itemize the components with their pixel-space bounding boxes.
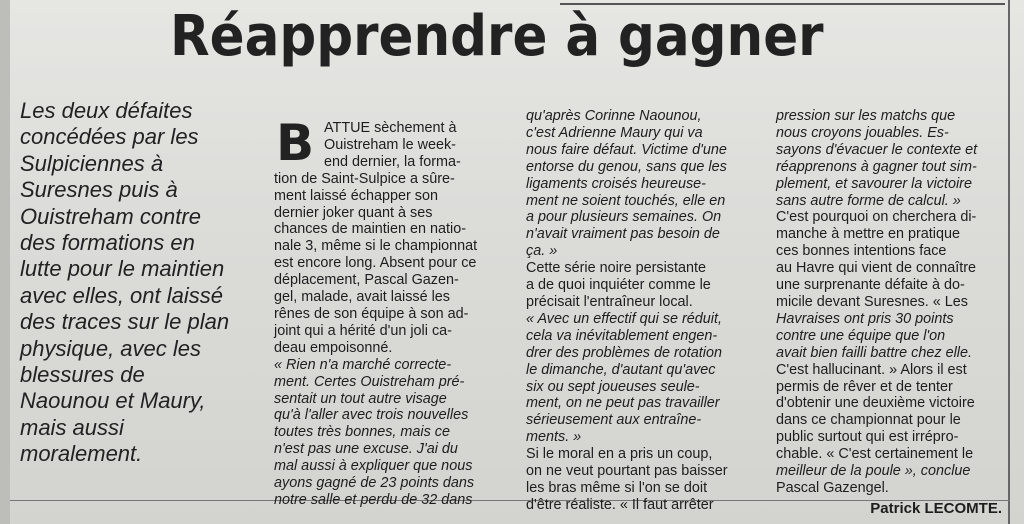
text-line: est encore long. Absent pour ce bbox=[274, 255, 477, 272]
text-line: Havraises ont pris 30 points bbox=[776, 310, 954, 327]
text-line: dans ce championnat pour le bbox=[776, 412, 961, 429]
text-line: manche à mettre en pratique bbox=[776, 226, 960, 243]
text-line: n'est pas une excuse. J'ai du bbox=[274, 441, 458, 458]
text-line: ment ne soient touchés, elle en bbox=[526, 192, 726, 209]
text-line: drer des problèmes de rotation bbox=[526, 344, 722, 361]
intro-line: mais aussi bbox=[20, 414, 124, 440]
text-line: qu'après Corinne Naounou, bbox=[526, 108, 702, 124]
intro-line: moralement. bbox=[20, 441, 143, 467]
text-line: avait bien failli battre chez elle. bbox=[776, 344, 972, 361]
article-column-2 bbox=[526, 108, 756, 514]
text-line: sans autre forme de calcul. » bbox=[776, 192, 961, 209]
text-line: a de quoi inquiéter comme le bbox=[526, 277, 711, 294]
intro-line: des traces sur le plan bbox=[20, 309, 230, 335]
text-line: Pascal Gazengel. bbox=[776, 479, 889, 496]
text-line: le dimanche, d'autant qu'avec bbox=[526, 361, 716, 378]
text-line: « Avec un effectif qui se réduit, bbox=[526, 310, 722, 327]
text-line: une surprenante défaite à do- bbox=[776, 277, 965, 294]
text-line: a pour plusieurs semaines. On bbox=[526, 209, 722, 226]
text-line: ligaments croisés heureuse- bbox=[526, 175, 706, 192]
intro-line: blessures de bbox=[20, 362, 145, 388]
text-line: qu'à l'aller avec trois nouvelles bbox=[274, 407, 469, 424]
text-line: rênes de son équipe à son ad- bbox=[274, 305, 469, 322]
text-line: réapprenons à gagner tout sim- bbox=[776, 158, 977, 175]
text-line: d'être réaliste. « Il faut arrêter bbox=[526, 496, 714, 513]
text-line: gel, malade, avait laissé les bbox=[274, 289, 450, 306]
text-line: micile devant Suresnes. « Les bbox=[776, 293, 968, 310]
text-line: chable. « C'est certainement le bbox=[776, 446, 974, 463]
article-intro bbox=[20, 98, 265, 468]
column-divider bbox=[1008, 0, 1010, 524]
intro-line: Les deux défaites bbox=[20, 98, 193, 123]
text-line: Si le moral en a pris un coup, bbox=[526, 446, 713, 463]
intro-line: concédées par les bbox=[20, 124, 199, 150]
text-line: notre salle et perdu de 32 dans bbox=[274, 491, 473, 508]
text-line: tion de Saint-Sulpice a sûre- bbox=[274, 170, 455, 187]
intro-line: avec elles, ont laissé bbox=[20, 282, 223, 308]
intro-line: lutte pour le maintien bbox=[20, 256, 225, 282]
intro-line: des formations en bbox=[20, 230, 195, 256]
text-line: ment. Certes Ouistreham pré- bbox=[274, 373, 465, 390]
text-line: chances de maintien en natio- bbox=[274, 221, 466, 238]
text-line: ayons gagné de 23 points dans bbox=[274, 475, 475, 492]
text-line: sentait un tout autre visage bbox=[274, 390, 447, 407]
text-line: C'est pourquoi on cherchera di- bbox=[776, 209, 977, 226]
text-line: end dernier, la forma- bbox=[324, 153, 461, 170]
text-line: au Havre qui vient de connaître bbox=[776, 260, 976, 277]
text-line: pression sur les matchs que bbox=[776, 108, 956, 124]
text-line: nous croyons jouables. Es- bbox=[776, 124, 949, 141]
text-line: joint qui a hérité d'un joli ca- bbox=[274, 322, 452, 339]
text-line: Cette série noire persistante bbox=[526, 260, 706, 277]
intro-line: Suresnes puis à bbox=[20, 177, 178, 203]
text-line: permis de rêver et de tenter bbox=[776, 378, 953, 395]
author-signature: Patrick LECOMTE. bbox=[870, 500, 1002, 517]
text-line: meilleur de la poule », conclue bbox=[776, 463, 971, 480]
text-line: contre une équipe que l'on bbox=[776, 327, 946, 344]
text-line: deau empoisonné. bbox=[274, 339, 393, 356]
text-line: ment, on ne peut pas travailler bbox=[526, 395, 720, 412]
text-line: mal aussi à expliquer que nous bbox=[274, 458, 473, 475]
text-line: public surtout qui est irrépro- bbox=[776, 429, 959, 446]
article-column-1 bbox=[274, 114, 504, 509]
text-line: c'est Adrienne Maury qui va bbox=[526, 124, 703, 141]
article-headline: Réapprendre à gagner bbox=[170, 4, 824, 69]
text-line: nale 3, même si le championnat bbox=[274, 238, 478, 255]
text-line: ments. » bbox=[526, 429, 582, 446]
text-line: plement, et savourer la victoire bbox=[776, 175, 972, 192]
text-line: six ou sept joueuses seule- bbox=[526, 378, 700, 395]
intro-line: Ouistreham contre bbox=[20, 203, 201, 229]
text-line: ATTUE sèchement à bbox=[324, 120, 457, 136]
text-line: ment laissé échapper son bbox=[274, 187, 438, 204]
drop-cap: B bbox=[276, 114, 315, 172]
text-line: ça. » bbox=[526, 243, 558, 260]
text-line: précisait l'entraîneur local. bbox=[526, 293, 693, 310]
text-line: ces bonnes intentions face bbox=[776, 243, 947, 260]
intro-line: Naounou et Maury, bbox=[20, 388, 206, 414]
text-line: sayons d'évacuer le contexte et bbox=[776, 141, 978, 158]
text-line: toutes très bonnes, mais ce bbox=[274, 424, 450, 441]
text-line: entorse du genou, sans que les bbox=[526, 158, 727, 175]
text-line: déplacement, Pascal Gazen- bbox=[274, 272, 459, 289]
text-line: C'est hallucinant. » Alors il est bbox=[776, 361, 967, 378]
text-line: dernier joker quant à ses bbox=[274, 204, 433, 221]
text-line: d'obtenir une deuxième victoire bbox=[776, 395, 975, 412]
text-line: sérieusement aux entraîne- bbox=[526, 412, 702, 429]
text-line: nous faire défaut. Victime d'une bbox=[526, 141, 727, 158]
text-line: on ne veut pourtant pas baisser bbox=[526, 463, 728, 480]
text-line: n'avait vraiment pas besoin de bbox=[526, 226, 720, 243]
text-line: les bras même si l'on se doit bbox=[526, 479, 708, 496]
text-line: cela va inévitablement engen- bbox=[526, 327, 718, 344]
text-line: Ouistreham le week- bbox=[324, 136, 456, 153]
article-column-3 bbox=[776, 108, 1008, 497]
text-line: « Rien n'a marché correcte- bbox=[274, 356, 452, 373]
page-edge bbox=[0, 0, 10, 524]
intro-line: physique, avec les bbox=[20, 335, 201, 361]
intro-line: Sulpiciennes à bbox=[20, 150, 164, 176]
